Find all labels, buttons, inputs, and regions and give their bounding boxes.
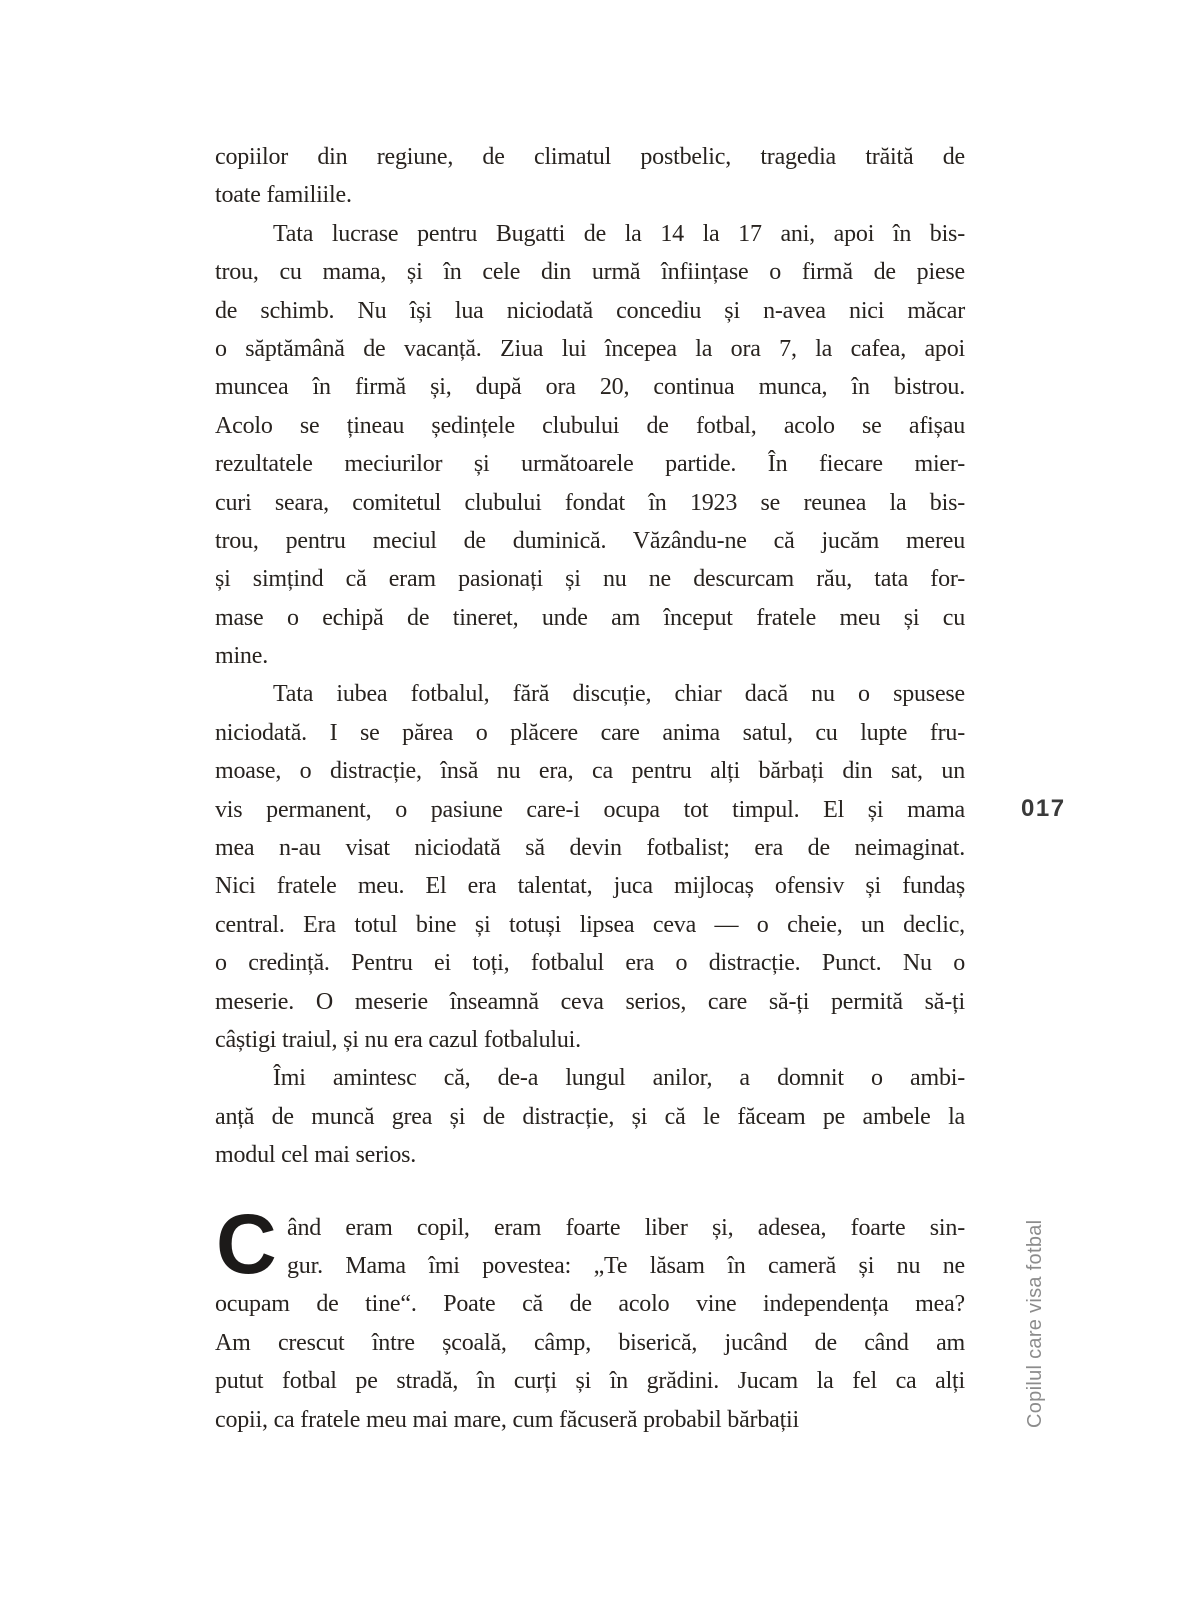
text-line: mase o echipă de tineret, unde am început fratele meu și cu — [215, 604, 965, 631]
margin-running-title: Copilul care visa fotbal — [1024, 1219, 1046, 1428]
text-line: modul cel mai serios. — [215, 1142, 417, 1169]
text-line: trou, pentru meciul de duminică. Văzându-ne că jucăm mereu — [215, 527, 965, 554]
text-line: meserie. O meserie înseamnă ceva serios, care să-ți permită să-ți — [215, 988, 965, 1015]
paragraph — [215, 215, 965, 676]
page-number: 017 — [1021, 795, 1066, 822]
text-line: copiilor din regiune, de climatul postbelic, tragedia trăită de — [215, 144, 965, 170]
text-line: copii, ca fratele meu mai mare, cum făcuseră probabil bărbații — [215, 1406, 799, 1433]
text-line: Tata iubea fotbalul, fără discuție, chiar dacă nu o spusese — [273, 681, 965, 708]
text-line: Îmi amintesc că, de-a lungul anilor, a domnit o ambi- — [273, 1065, 965, 1092]
text-line: Acolo se țineau ședințele clubului de fotbal, acolo se afișau — [215, 412, 965, 439]
text-line: și simțind că eram pasionați și nu ne descurcam rău, tata for- — [215, 566, 965, 593]
body-text — [215, 138, 965, 1439]
text-line: Am crescut între școală, câmp, biserică, jucând de când am — [215, 1329, 965, 1356]
paragraph — [215, 675, 965, 1059]
text-line: niciodată. I se părea o plăcere care anima satul, cu lupte fru- — [215, 719, 965, 746]
text-line: ocupam de tine“. Poate că de acolo vine independența mea? — [215, 1291, 965, 1318]
text-line: vis permanent, o pasiune care-i ocupa tot timpul. El și mama — [215, 796, 965, 823]
paragraph — [215, 138, 965, 215]
text-line: rezultatele meciurilor și următoarele partide. În fiecare mier- — [215, 451, 965, 478]
text-line: câștigi traiul, și nu era cazul fotbalului. — [215, 1026, 581, 1053]
text-line: mea n-au visat niciodată să devin fotbalist; era de neimaginat. — [215, 835, 965, 862]
text-line: o săptămână de vacanță. Ziua lui începea la ora 7, la cafea, apoi — [215, 335, 965, 362]
text-line: central. Era totul bine și totuși lipsea ceva — o cheie, un declic, — [215, 911, 965, 938]
text-line: de schimb. Nu își lua niciodată concediu și n-avea nici măcar — [215, 297, 965, 324]
text-line: anță de muncă grea și de distracție, și că le făceam pe ambele la — [215, 1103, 965, 1130]
text-line: moase, o distracție, însă nu era, ca pentru alți bărbați din sat, un — [215, 758, 965, 785]
text-line: trou, cu mama, și în cele din urmă înființase o firmă de piese — [215, 259, 965, 286]
paragraph — [215, 1196, 965, 1439]
text-line: gur. Mama îmi povestea: „Te lăsam în cameră și nu ne — [287, 1252, 965, 1279]
text-line: ând eram copil, eram foarte liber și, adesea, foarte sin- — [287, 1214, 965, 1241]
text-line: muncea în firmă și, după ora 20, continua munca, în bistrou. — [215, 374, 965, 401]
paragraph — [215, 1059, 965, 1174]
text-line: mine. — [215, 643, 268, 670]
text-line: Tata lucrase pentru Bugatti de la 14 la 17 ani, apoi în bis- — [273, 220, 965, 247]
text-line: curi seara, comitetul clubului fondat în 1923 se reunea la bis- — [215, 489, 965, 516]
text-line: o credință. Pentru ei toți, fotbalul era o distracție. Punct. Nu o — [215, 950, 965, 977]
drop-cap: C — [216, 1196, 277, 1291]
text-line: putut fotbal pe stradă, în curți și în grădini. Jucam la fel ca alți — [215, 1368, 965, 1395]
text-line: Nici fratele meu. El era talentat, juca mijlocaș ofensiv și fundaș — [215, 873, 965, 900]
text-line: toate familiile. — [215, 182, 352, 209]
